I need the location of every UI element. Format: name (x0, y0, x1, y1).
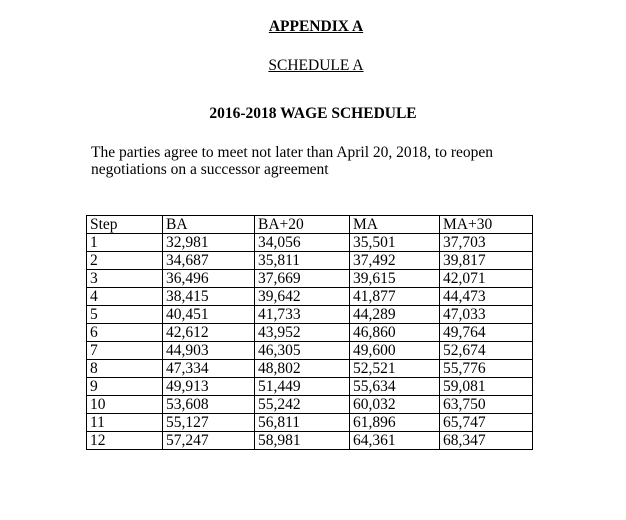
step-cell: 12 (87, 432, 163, 450)
ma-plus-30-cell: 39,817 (440, 252, 533, 270)
ma-cell: 39,615 (350, 270, 440, 288)
table-row (87, 288, 533, 306)
ma-cell: 44,289 (350, 306, 440, 324)
intro-paragraph: The parties agree to meet not later than April 20, 2018, to reopen negotiations on a successor agreement (91, 144, 494, 178)
ba-plus-20-cell: 55,242 (255, 396, 350, 414)
table-row (87, 378, 533, 396)
ba-cell: 53,608 (163, 396, 255, 414)
appendix-title: APPENDIX A (268, 18, 364, 35)
table-row (87, 360, 533, 378)
table-row (87, 234, 533, 252)
ba-plus-20-cell: 34,056 (255, 234, 350, 252)
column-header-ba: BA (163, 216, 255, 234)
ma-plus-30-cell: 55,776 (440, 360, 533, 378)
ba-cell: 38,415 (163, 288, 255, 306)
ba-plus-20-cell: 48,802 (255, 360, 350, 378)
wage-schedule-title: 2016-2018 WAGE SCHEDULE (209, 105, 417, 122)
step-cell: 3 (87, 270, 163, 288)
wage-schedule-table (86, 215, 533, 450)
ba-plus-20-cell: 37,669 (255, 270, 350, 288)
table-row (87, 252, 533, 270)
table-row (87, 306, 533, 324)
ma-cell: 49,600 (350, 342, 440, 360)
ba-cell: 57,247 (163, 432, 255, 450)
step-cell: 5 (87, 306, 163, 324)
table-row (87, 270, 533, 288)
table-row (87, 342, 533, 360)
ba-cell: 32,981 (163, 234, 255, 252)
ma-plus-30-cell: 59,081 (440, 378, 533, 396)
step-cell: 1 (87, 234, 163, 252)
ba-cell: 42,612 (163, 324, 255, 342)
step-cell: 7 (87, 342, 163, 360)
ma-plus-30-cell: 52,674 (440, 342, 533, 360)
step-cell: 2 (87, 252, 163, 270)
ma-plus-30-cell: 42,071 (440, 270, 533, 288)
ma-cell: 52,521 (350, 360, 440, 378)
column-header-ma: MA (350, 216, 440, 234)
ma-plus-30-cell: 63,750 (440, 396, 533, 414)
ma-cell: 37,492 (350, 252, 440, 270)
table-row (87, 432, 533, 450)
ba-cell: 34,687 (163, 252, 255, 270)
ba-cell: 36,496 (163, 270, 255, 288)
ma-plus-30-cell: 68,347 (440, 432, 533, 450)
table-row (87, 414, 533, 432)
ba-plus-20-cell: 43,952 (255, 324, 350, 342)
ma-plus-30-cell: 44,473 (440, 288, 533, 306)
ma-cell: 61,896 (350, 414, 440, 432)
step-cell: 9 (87, 378, 163, 396)
ba-plus-20-cell: 56,811 (255, 414, 350, 432)
step-cell: 8 (87, 360, 163, 378)
ba-cell: 44,903 (163, 342, 255, 360)
table-body (87, 234, 533, 450)
step-cell: 11 (87, 414, 163, 432)
ma-cell: 55,634 (350, 378, 440, 396)
schedule-title: SCHEDULE A (268, 57, 364, 74)
column-header-step: Step (87, 216, 163, 234)
table-row (87, 324, 533, 342)
table-header-row (87, 216, 533, 234)
ma-cell: 35,501 (350, 234, 440, 252)
ba-cell: 55,127 (163, 414, 255, 432)
ma-cell: 64,361 (350, 432, 440, 450)
column-header-ba-plus-20: BA+20 (255, 216, 350, 234)
column-header-ma-plus-30: MA+30 (440, 216, 533, 234)
ba-plus-20-cell: 39,642 (255, 288, 350, 306)
ma-plus-30-cell: 47,033 (440, 306, 533, 324)
ma-plus-30-cell: 49,764 (440, 324, 533, 342)
table-row (87, 396, 533, 414)
ba-plus-20-cell: 46,305 (255, 342, 350, 360)
ba-cell: 40,451 (163, 306, 255, 324)
ba-cell: 49,913 (163, 378, 255, 396)
ma-cell: 60,032 (350, 396, 440, 414)
ba-plus-20-cell: 58,981 (255, 432, 350, 450)
ma-cell: 46,860 (350, 324, 440, 342)
step-cell: 10 (87, 396, 163, 414)
ba-plus-20-cell: 35,811 (255, 252, 350, 270)
ba-cell: 47,334 (163, 360, 255, 378)
ma-plus-30-cell: 37,703 (440, 234, 533, 252)
ba-plus-20-cell: 41,733 (255, 306, 350, 324)
step-cell: 4 (87, 288, 163, 306)
ba-plus-20-cell: 51,449 (255, 378, 350, 396)
step-cell: 6 (87, 324, 163, 342)
ma-cell: 41,877 (350, 288, 440, 306)
ma-plus-30-cell: 65,747 (440, 414, 533, 432)
